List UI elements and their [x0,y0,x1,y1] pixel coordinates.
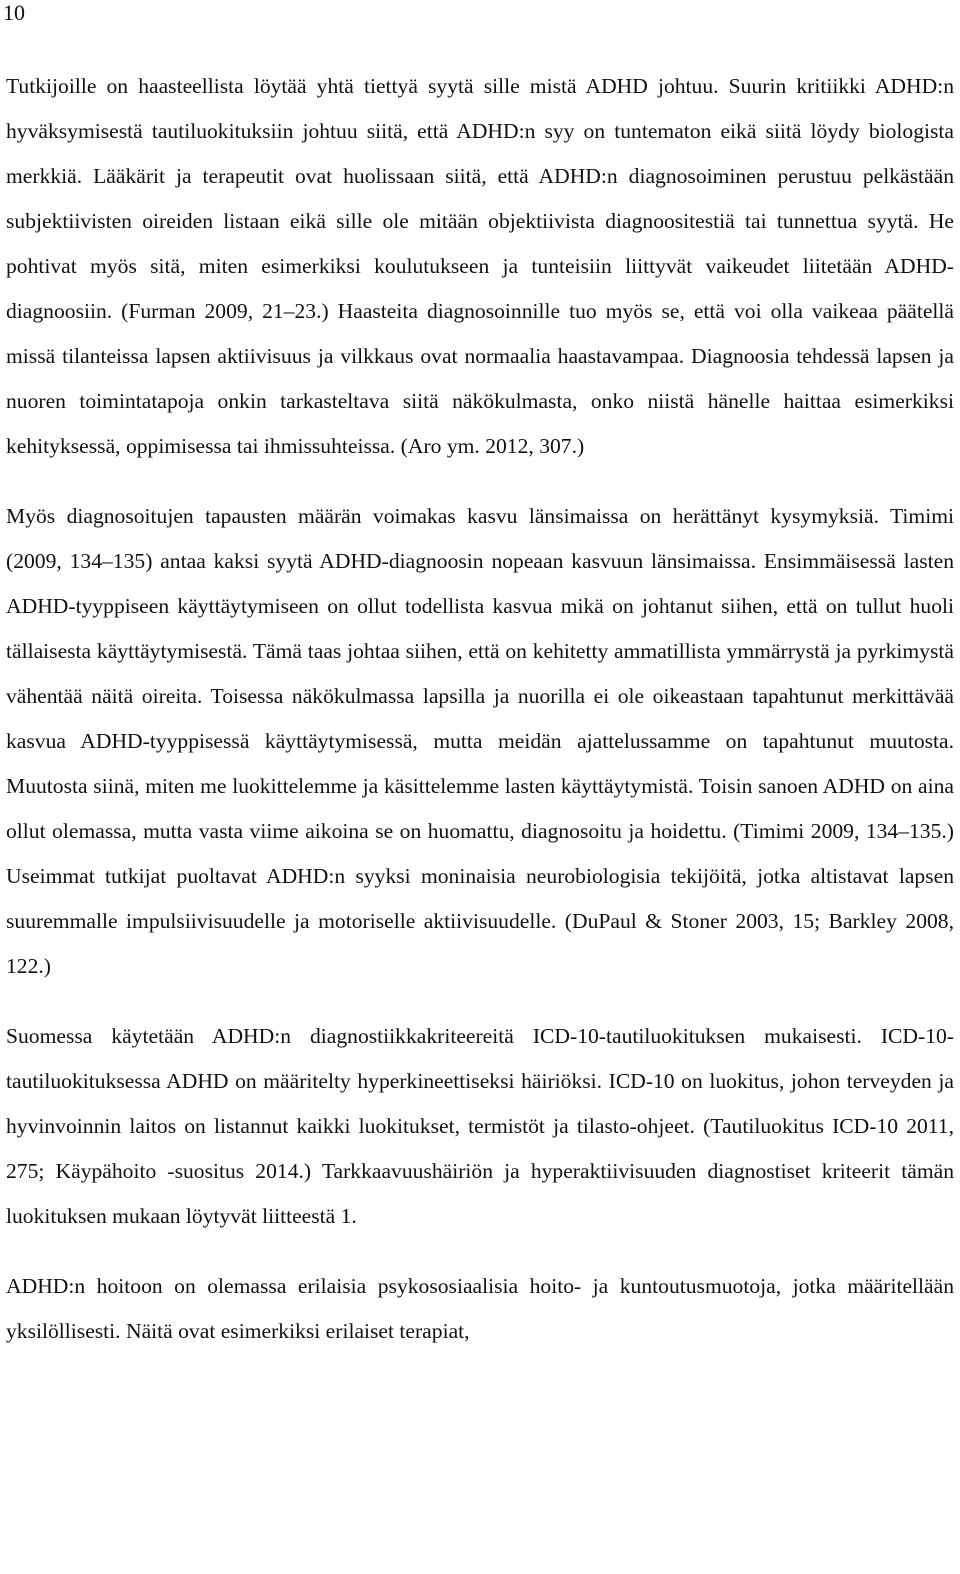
page-number: 10 [3,0,25,25]
paragraph-treatment: ADHD:n hoitoon on olemassa erilaisia psykososiaalisia hoito- ja kuntoutusmuotoja, jotka määritellään yksilöllisesti. Näitä ovat esimerkiksi erilaiset terapiat, [6,1274,954,1343]
document-body [6,64,954,1354]
paragraph-diagnosis-growth: Myös diagnosoitujen tapausten määrän voimakas kasvu länsimaissa on herättänyt kysymyksiä. Timimi (2009, 134–135) antaa kaksi syytä ADHD-diagnoosin nopeaan kasvuun länsimaissa. Ensimmäisessä lasten ADHD-tyyppiseen käyttäytymiseen on ollut todellista kasvua mikä on johtanut siihen, että on tullut huoli tällaisesta käyttäytymisestä. Tämä taas johtaa siihen, että on kehitetty ammatillista ymmärrystä ja pyrkimystä vähentää näitä oireita. Toisessa näkökulmassa lapsilla ja nuorilla ei ole oikeastaan tapahtunut merkittävää kasvua ADHD-tyyppisessä käyttäytymisessä, mutta meidän ajattelussamme on tapahtunut muutosta. Muutosta siinä, miten me luokittelemme ja käsittelemme lasten käyttäytymistä. Toisin sanoen ADHD on aina ollut olemassa, mutta vasta viime aikoina se on huomattu, diagnosoitu ja hoidettu. (Timimi 2009, 134–135.) Useimmat tutkijat puoltavat ADHD:n syyksi moninaisia neurobiologisia tekijöitä, jotka altistavat lapsen suuremmalle impulsiivisuudelle ja motoriselle aktiivisuudelle. (DuPaul & Stoner 2003, 15; Barkley 2008, 122.) [6,504,954,978]
paragraph-icd10-classification: Suomessa käytetään ADHD:n diagnostiikkakriteereitä ICD-10-tautiluokituksen mukaisesti. ICD-10-tautiluokituksessa ADHD on määritelty hyperkineettiseksi häiriöksi. ICD-10 on luokitus, johon terveyden ja hyvinvoinnin laitos on listannut kaikki luokitukset, termistöt ja tilasto-ohjeet. (Tautiluokitus ICD-10 2011, 275; Käypähoito -suositus 2014.) Tarkkaavuushäiriön ja hyperaktiivisuuden diagnostiset kriteerit tämän luokituksen mukaan löytyvät liitteestä 1. [6,1024,954,1228]
paragraph-adhd-causes: Tutkijoille on haasteellista löytää yhtä tiettyä syytä sille mistä ADHD johtuu. Suurin kritiikki ADHD:n hyväksymisestä tautiluokituksiin johtuu siitä, että ADHD:n syy on tuntematon eikä siitä löydy biologista merkkiä. Lääkärit ja terapeutit ovat huolissaan siitä, että ADHD:n diagnosoiminen perustuu pelkästään subjektiivisten oireiden listaan eikä sille ole mitään objektiivista diagnoositestiä tai tunnettua syytä. He pohtivat myös sitä, miten esimerkiksi koulutukseen ja tunteisiin liittyvät vaikeudet liitetään ADHD-diagnoosiin. (Furman 2009, 21–23.) Haasteita diagnosoinnille tuo myös se, että voi olla vaikeaa päätellä missä tilanteissa lapsen aktiivisuus ja vilkkaus ovat normaalia haastavampaa. Diagnoosia tehdessä lapsen ja nuoren toimintatapoja onkin tarkasteltava siitä näkökulmasta, onko niistä hänelle haittaa esimerkiksi kehityksessä, oppimisessa tai ihmissuhteissa. (Aro ym. 2012, 307.) [6,74,954,458]
